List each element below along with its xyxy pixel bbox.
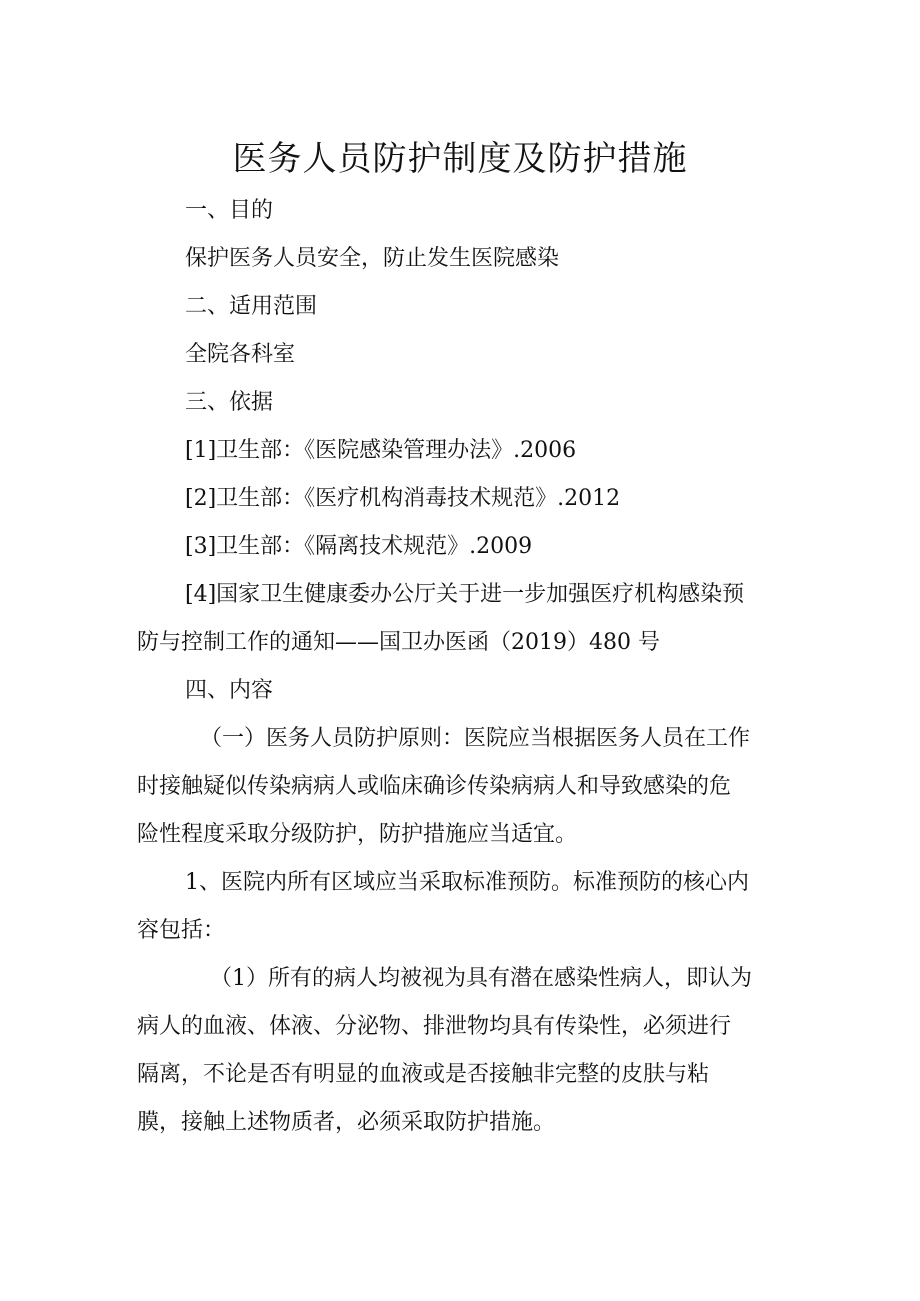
content-paragraph-2-line-2: 容包括：	[137, 918, 226, 943]
document-title: 医务人员防护制度及防护措施	[232, 139, 688, 179]
content-paragraph-3-line-2: 病人的血液、体液、分泌物、排泄物均具有传染性，必须进行	[137, 1014, 732, 1039]
section-heading-scope: 二、适用范围	[185, 294, 318, 319]
content-paragraph-3-line-3: 隔离，不论是否有明显的血液或是否接触非完整的皮肤与粘	[137, 1062, 710, 1087]
content-paragraph-3-line-4: 膜，接触上述物质者，必须采取防护措施。	[137, 1110, 556, 1135]
reference-item-4-line-1: [4]国家卫生健康委办公厅关于进一步加强医疗机构感染预	[185, 582, 745, 607]
section-heading-content: 四、内容	[185, 678, 274, 703]
section-heading-purpose: 一、目的	[185, 198, 274, 223]
reference-item-4-line-2: 防与控制工作的通知——国卫办医函（2019）480 号	[137, 630, 660, 655]
reference-item-2: [2]卫生部：《医疗机构消毒技术规范》.2012	[185, 486, 621, 511]
content-paragraph-1-line-3: 险性程度采取分级防护，防护措施应当适宜。	[137, 822, 578, 847]
content-paragraph-1-line-2: 时接触疑似传染病病人或临床确诊传染病病人和导致感染的危	[137, 774, 732, 799]
reference-item-3: [3]卫生部：《隔离技术规范》.2009	[185, 534, 533, 559]
paragraph-scope: 全院各科室	[185, 342, 296, 367]
content-paragraph-1-line-1: （一）医务人员防护原则：医院应当根据医务人员在工作	[200, 726, 751, 751]
section-heading-basis: 三、依据	[185, 390, 274, 415]
paragraph-purpose: 保护医务人员安全，防止发生医院感染	[185, 246, 560, 271]
content-paragraph-3-line-1: （1）所有的病人均被视为具有潜在感染性病人，即认为	[210, 966, 752, 991]
content-paragraph-2-line-1: 1、医院内所有区域应当采取标准预防。标准预防的核心内	[185, 870, 749, 895]
reference-item-1: [1]卫生部：《医院感染管理办法》.2006	[185, 438, 577, 463]
